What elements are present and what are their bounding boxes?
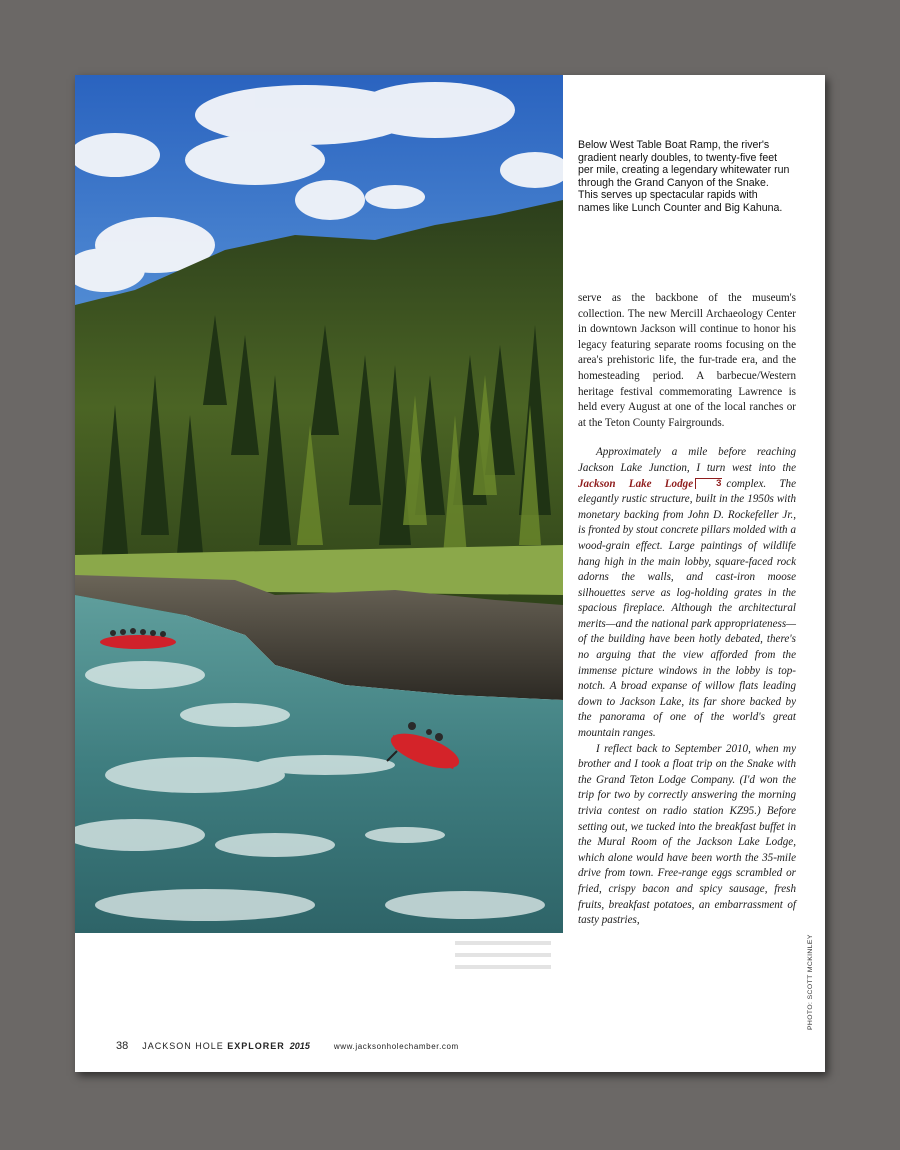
magazine-name <box>142 1041 285 1051</box>
photo-caption: Below West Table Boat Ramp, the river's gradient nearly doubles, to twenty-five feet per mile, creating a legendary whitewater run through the Grand Canyon of the Snake. This serves up spectacular rapids with names like Lunch Counter and Big Kahuna. <box>578 139 790 214</box>
jackson-lake-lodge-link[interactable]: Jackson Lake Lodge <box>578 477 694 490</box>
issue-year: 2015 <box>289 1041 310 1051</box>
magazine-name-bold: EXPLORER <box>227 1041 285 1051</box>
page-footer <box>116 1040 459 1052</box>
river-rafting-photo <box>75 75 563 933</box>
magazine-page <box>75 75 825 1072</box>
article-paragraph: I reflect back to September 2010, when my brother and I took a float trip on the Snake with the Grand Teton Lodge Company. (I'd won the trip for two by correctly answering the morning trivia contest on radio station KZ95.) Before setting out, we tucked into the breakfast buffet in the Mural Room of the Jackson Lake Lodge, which alone would have been worth the 35-mile drive from town. Free-range eggs scrambled or fried, crispy bacon and spicy sausage, fresh fruits, breakfast potatoes, an embarrassment of tasty pastries, <box>578 742 796 927</box>
website-url[interactable]: www.jacksonholechamber.com <box>333 1042 459 1051</box>
page-bleed-through <box>75 933 563 993</box>
article-text-column <box>578 291 796 929</box>
photo-credit: PHOTO: SCOTT MCKINLEY <box>807 934 814 1030</box>
paragraph-text: Approximately a mile before reaching Jackson Lake Junction, I turn west into the <box>578 446 796 474</box>
map-reference-badge: 3 <box>695 478 722 489</box>
magazine-name-plain: JACKSON HOLE <box>142 1041 228 1051</box>
article-paragraph: serve as the backbone of the museum's collection. The new Mercill Archaeology Center in downtown Jackson will continue to honor his legacy featuring separate rooms focusing on the area's prehistoric life, the fur-trade era, and the homesteading period. A barbecue/Western heritage festival commemorating Lawrence is held every August at one of the local ranches or at the Teton County Fairgrounds. <box>578 292 796 429</box>
article-paragraph <box>578 445 796 741</box>
paragraph-text: complex. The elegantly rustic structure, built in the 1950s with monetary backing from John D. Rockefeller Jr., is fronted by stout concrete pillars molded with a wood-grain effect. Large paintings of wildlife hang high in the main lobby, square-faced rock adorns the walls, and cast-iron moose silhouettes serve as log-holding grates in the spacious fireplace. Although the architectural merits—and the national park appropriateness—of the building have been hotly debated, there's no arguing that the view afforded from the immense picture windows in the lobby is top-notch. A broad expanse of willow flats leading down to Jackson Lake, its far shore backed by the panorama of one of the world's great mountain ranges. <box>578 477 796 740</box>
page-number: 38 <box>116 1040 129 1052</box>
